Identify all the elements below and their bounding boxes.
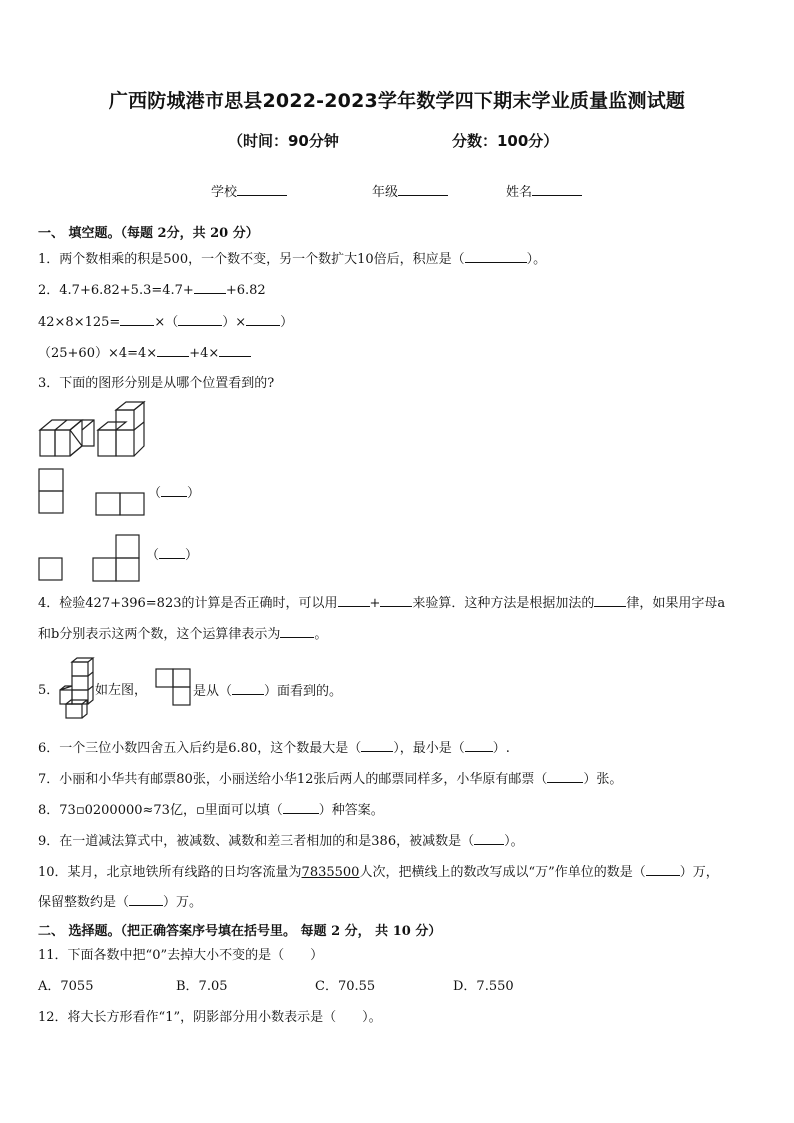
grade-blank[interactable]	[398, 183, 448, 196]
q6-blank-2[interactable]	[465, 739, 493, 752]
q9-text: 9．在一道减法算式中，被减数、减数和差三者相加的和是386，被减数是（	[38, 834, 475, 849]
grade-label: 年级	[372, 185, 399, 200]
q10-line1-b: 人次，把横线上的数改写成以“万”作单位的数是（	[359, 865, 646, 880]
q3-paren-1-open: （	[148, 486, 162, 501]
q4-line1-c: 来验算．这种方法是根据加法的	[412, 596, 595, 611]
page-title: 广西防城港市思县2022-2023学年数学四下期末学业质量监测试题	[108, 90, 686, 112]
question-9	[38, 832, 524, 851]
q8-end: ）种答案。	[318, 803, 384, 818]
q2-line1-b: +6.82	[225, 283, 266, 298]
q2-line1-a: 2．4.7+6.82+5.3=4.7+	[38, 283, 194, 298]
school-blank[interactable]	[237, 183, 287, 196]
question-2-line1	[38, 281, 266, 300]
q2-blank-1[interactable]	[194, 281, 226, 294]
q4-blank-4[interactable]	[280, 625, 314, 638]
q4-line1-a: 4．检验427+396=823的计算是否正确时，可以用	[38, 596, 338, 611]
exam-score: 分数：100分）	[452, 132, 559, 150]
view-stack-vertical	[38, 468, 66, 514]
question-4-line2	[38, 625, 327, 644]
q10-line1-a: 10．某月，北京地铁所有线路的日均客流量为	[38, 865, 302, 880]
question-2-line3	[38, 344, 251, 363]
q3-blank-2[interactable]	[159, 546, 185, 559]
question-10-line2	[38, 893, 202, 912]
q10-line2-a: 保留整数约是（	[38, 895, 130, 910]
cube-group-left	[40, 420, 94, 456]
question-4-line1	[38, 594, 725, 613]
q4-line1-d: 律，如果用字母a	[626, 596, 726, 611]
question-7	[38, 770, 622, 789]
q2-blank-2[interactable]	[120, 313, 154, 326]
q8-blank[interactable]	[283, 801, 319, 814]
q11-option-a[interactable]: A．7055	[38, 979, 94, 994]
q3-blank-1[interactable]	[161, 484, 187, 497]
q4-blank-2[interactable]	[380, 594, 412, 607]
q3-answer-1	[148, 484, 200, 503]
q4-line1-b: +	[369, 596, 381, 611]
q2-blank-4[interactable]	[246, 313, 280, 326]
q2-line3-a: （25+60）×4=4×	[38, 346, 158, 361]
school-field	[211, 181, 287, 200]
q9-end: ）。	[504, 834, 524, 849]
q5-blank[interactable]	[232, 682, 264, 695]
school-label: 学校	[211, 185, 238, 200]
q1-text: 1．两个数相乘的积是500，一个数不变，另一个数扩大10倍后，积应是（	[38, 252, 465, 267]
q3-paren-2-close: ）	[185, 548, 199, 563]
q3-paren-1-close: ）	[187, 486, 201, 501]
q4-blank-3[interactable]	[594, 594, 626, 607]
q2-blank-5[interactable]	[157, 344, 189, 357]
question-6	[38, 739, 510, 758]
q7-end: ）张。	[583, 772, 623, 787]
question-5	[193, 682, 342, 701]
q6-mid: ），最小是（	[393, 741, 465, 756]
question-2-line2	[38, 313, 293, 332]
q10-line1-c: ）万，	[679, 865, 719, 880]
q10-blank-2[interactable]	[129, 893, 163, 906]
q2-line3-b: +4×	[189, 346, 220, 361]
section1-heading: 一、 填空题。（每题 2分，共 20 分）	[38, 226, 259, 241]
grade-field	[372, 181, 448, 200]
q10-blank-1[interactable]	[646, 863, 680, 876]
q11-option-d[interactable]: D．7.550	[453, 979, 514, 994]
name-label: 姓名	[506, 185, 533, 200]
q5-view-figure	[155, 668, 193, 708]
q2-line2-a: 42×8×125=	[38, 315, 121, 330]
q3-answer-2	[146, 546, 198, 565]
view-l-shape	[92, 534, 142, 582]
q5-cube-stack	[56, 657, 98, 721]
q1-blank[interactable]	[465, 250, 527, 263]
view-single-square	[38, 557, 64, 581]
q9-blank[interactable]	[474, 832, 504, 845]
q6-text: 6．一个三位小数四舍五入后约是6.80，这个数最大是（	[38, 741, 362, 756]
question-12: 12．将大长方形看作“1”，阴影部分用小数表示是（ ）。	[38, 1010, 382, 1025]
exam-time: （时间：90分钟	[228, 132, 339, 150]
q4-line2-a: 和b分别表示这两个数，这个运算律表示为	[38, 627, 281, 642]
q4-line2-b: 。	[314, 627, 328, 642]
question-10-line1	[38, 863, 719, 882]
view-row-horizontal	[95, 492, 145, 516]
q10-underlined-number: 7835500	[301, 865, 360, 880]
q5-text-c: ）面看到的。	[264, 684, 343, 699]
q10-line2-b: ）万。	[163, 895, 203, 910]
q11-option-b[interactable]: B．7.05	[176, 979, 228, 994]
question-3: 3．下面的图形分别是从哪个位置看到的?	[38, 376, 275, 391]
q4-blank-1[interactable]	[338, 594, 370, 607]
q1-end: ）。	[526, 252, 547, 267]
question-8	[38, 801, 384, 820]
cube-figure-row	[38, 400, 163, 460]
q5-text-b: 是从（	[193, 684, 233, 699]
q8-text: 8．73▫0200000≈73亿，▫里面可以填（	[38, 803, 283, 818]
q6-end: ）.	[492, 741, 510, 756]
name-field	[506, 181, 582, 200]
q11-option-c[interactable]: C．70.55	[315, 979, 376, 994]
q2-blank-6[interactable]	[219, 344, 251, 357]
question-11: 11．下面各数中把“0”去掉大小不变的是（ ）	[38, 948, 324, 963]
section2-heading: 二、 选择题。（把正确答案序号填在括号里。 每题 2 分， 共 10 分）	[38, 924, 442, 939]
name-blank[interactable]	[532, 183, 582, 196]
question-1	[38, 250, 546, 269]
q2-line2-b: ×（	[154, 315, 179, 330]
q2-line2-d: ）	[280, 315, 294, 330]
q7-text: 7．小丽和小华共有邮票80张，小丽送给小华12张后两人的邮票同样多，小华原有邮票（	[38, 772, 548, 787]
q2-line2-c: ）×	[222, 315, 247, 330]
q6-blank-1[interactable]	[361, 739, 393, 752]
q3-paren-2-open: （	[146, 548, 160, 563]
q7-blank[interactable]	[547, 770, 583, 783]
q5-number: 5．	[38, 683, 60, 698]
q2-blank-3[interactable]	[178, 313, 222, 326]
q5-text-a: 如左图，	[95, 683, 148, 698]
cube-group-right	[98, 402, 144, 456]
